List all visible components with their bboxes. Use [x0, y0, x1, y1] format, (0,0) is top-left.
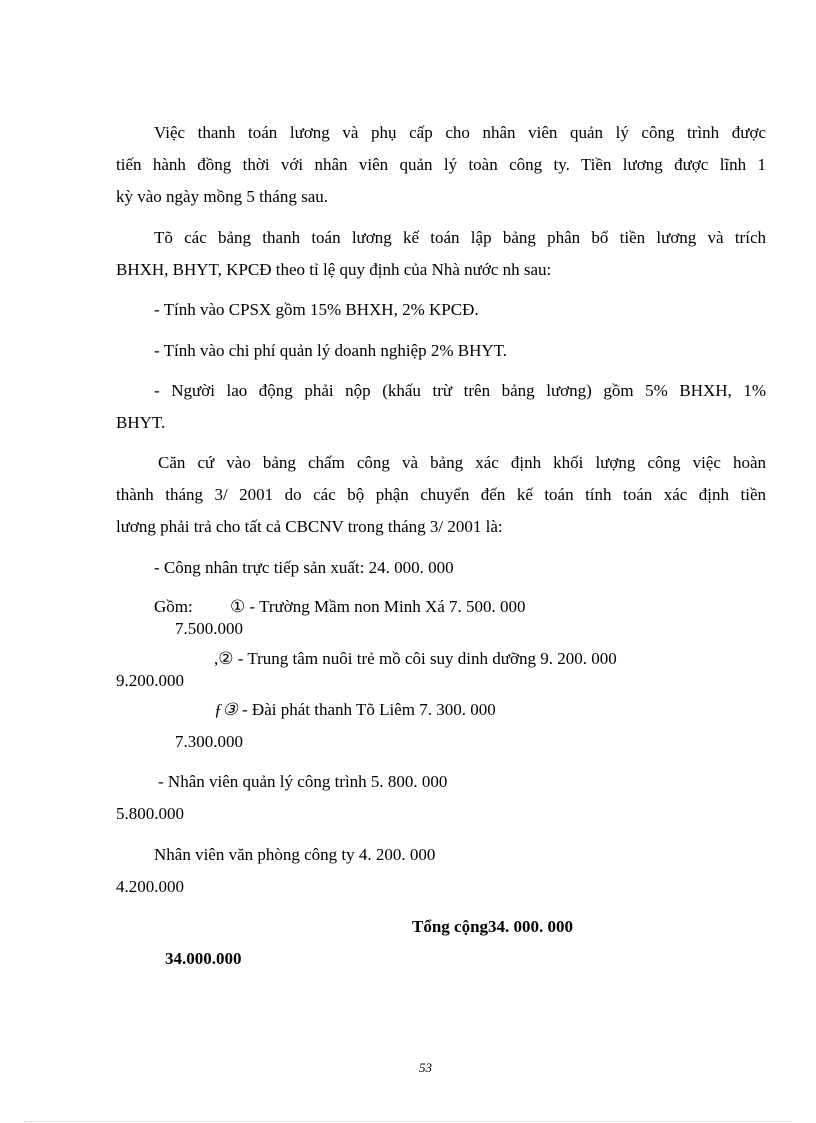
- office-staff-amount: 4.200.000: [116, 877, 184, 896]
- item-3-text: - Đài phát thanh Tõ Liêm 7. 300. 000: [237, 700, 496, 719]
- direct-workers-line: - Công nhân trực tiếp sản xuất: 24. 000. 000: [154, 558, 454, 577]
- paragraph-1-line-3: kỳ vào ngày mồng 5 tháng sau.: [116, 187, 328, 206]
- item-2-amount: 9.200.000: [116, 671, 184, 690]
- paragraph-6-line-3: lương phải trả cho tất cả CBCNV trong tháng 3/ 2001 là:: [116, 517, 503, 536]
- item-2-text: - Trung tâm nuôi trẻ mồ côi suy dinh dưỡng 9. 200. 000: [233, 649, 617, 668]
- item-1-amount: 7.500.000: [175, 619, 243, 638]
- paragraph-1-line-2: tiến hành đồng thời với nhân viên quản lý toàn công ty. Tiền lương được lĩnh 1: [116, 155, 766, 174]
- site-managers-line: - Nhân viên quản lý công trình 5. 800. 000: [158, 772, 448, 791]
- paragraph-6-line-2: thành tháng 3/ 2001 do các bộ phận chuyển đến kế toán tính toán xác định tiền: [116, 485, 766, 504]
- item-3-amount: 7.300.000: [175, 732, 243, 751]
- includes-label: Gồm:: [154, 597, 193, 616]
- item-1-text: - Trường Mầm non Minh Xá 7. 500. 000: [245, 597, 526, 616]
- total-line: Tổng cộng34. 000. 000: [412, 917, 574, 936]
- page-number: 53: [419, 1060, 432, 1075]
- item-2-marker: ,②: [214, 649, 234, 668]
- site-managers-amount: 5.800.000: [116, 804, 184, 823]
- paragraph-3: - Tính vào CPSX gồm 15% BHXH, 2% KPCĐ.: [154, 300, 479, 319]
- paragraph-4: - Tính vào chi phí quản lý doanh nghiệp 2% BHYT.: [154, 341, 508, 360]
- paragraph-2-line-2: BHXH, BHYT, KPCĐ theo tỉ lệ quy định của Nhà nước nh sau:: [116, 260, 552, 279]
- item-2-line: [214, 649, 617, 669]
- paragraph-1-line-1: Việc thanh toán lương và phụ cấp cho nhân viên quản lý công trình được: [154, 123, 766, 142]
- paragraph-5-line-1: - Người lao động phải nộp (khấu trừ trên bảng lương) gồm 5% BHXH, 1%: [154, 381, 766, 400]
- item-3-line: [214, 700, 496, 720]
- page-bottom-divider: [24, 1121, 792, 1122]
- item-1-marker: ①: [230, 597, 246, 616]
- office-staff-line: Nhân viên văn phòng công ty 4. 200. 000: [154, 845, 436, 864]
- paragraph-5-line-2: BHYT.: [116, 413, 166, 432]
- item-3-marker: ƒ③: [214, 700, 238, 719]
- paragraph-2-line-1: Tõ các bảng thanh toán lương kế toán lập bảng phân bổ tiền lương và trích: [154, 228, 766, 247]
- paragraph-6-line-1: Căn cứ vào bảng chấm công và bảng xác định khối lượng công việc hoàn: [158, 453, 766, 472]
- item-1-line: [230, 597, 526, 617]
- total-amount: 34.000.000: [165, 949, 242, 968]
